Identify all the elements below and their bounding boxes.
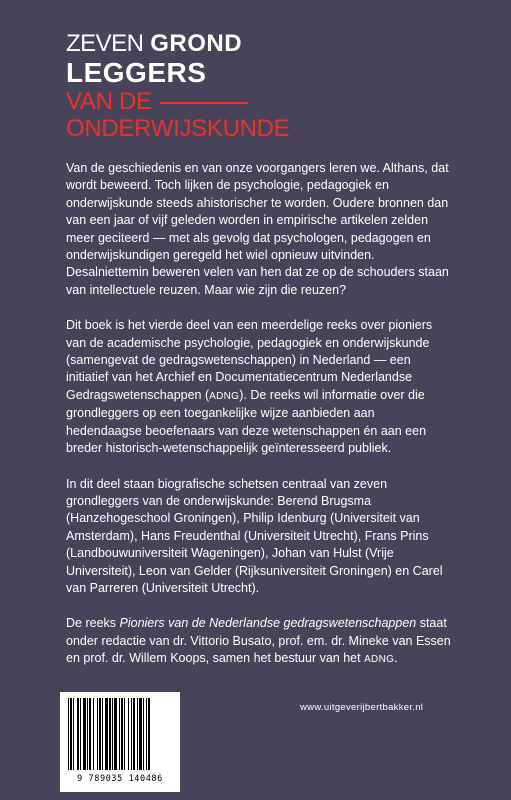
title-line-4: ONDERWIJSKUNDE xyxy=(66,115,290,142)
title-van-de: VAN DE xyxy=(66,88,152,115)
paragraph-4 xyxy=(66,615,451,668)
paragraph-4-end: . xyxy=(394,651,398,666)
paragraph-4-text: De reeks xyxy=(66,616,120,631)
adng-abbr-2: ADNG xyxy=(364,654,395,666)
title-line-3 xyxy=(66,88,289,115)
back-cover-text xyxy=(66,160,451,687)
isbn-barcode xyxy=(60,692,180,792)
title-line-1 xyxy=(66,30,289,58)
paragraph-2-text-end: ). De reeks wil informatie over die grondleggers op een toegankelijke wijze aanbieden aan hedendaagse beoefenaars van deze wetenschappen én aan een breder historisch-wetenschappelijk geïnteresseerd publiek. xyxy=(66,387,427,456)
paragraph-3: In dit deel staan biografische schetsen centraal van zeven grondleggers van de onderwijskunde: Berend Brugsma (Hanzehogeschool Groningen), Philip Idenburg (Universiteit van Amsterdam), Hans Freudenthal (Universiteit Utrecht), Frans Prins (Landbouwuniversiteit Wageningen), Johan van Hulst (Vrije Universiteit), Leon van Gelder (Rijksuniversiteit Groningen) en Carel van Parreren (Universiteit Utrecht). xyxy=(66,476,443,595)
isbn-digits: 9 789035 140486 xyxy=(77,774,163,784)
title-line-2: LEGGERS xyxy=(66,57,207,88)
title-word-zeven: ZEVEN xyxy=(66,30,144,57)
barcode-icon xyxy=(66,698,174,770)
series-title: Pioniers van de Nederlandse gedragswetenschappen xyxy=(119,616,417,631)
paragraph-2 xyxy=(66,317,451,457)
adng-abbr: ADNG xyxy=(209,390,240,402)
paragraph-1: Van de geschiedenis en van onze voorgangers leren we. Althans, dat wordt beweerd. Toch lijken de psychologie, pedagogiek en onderwijskunde steeds ahistorischer te worden. Oudere bronnen dan van een jaar of vijf geleden worden in empirische artikelen zelden meer geciteerd — met als gevolg dat psychologen, pedagogen en onderwijskundigen geregeld het wiel opnieuw uitvinden. Desalniettemin beweren velen van hen dat ze op de schouders staan van intellectuele reuzen. Maar wie zijn die reuzen? xyxy=(66,161,449,297)
paragraph-4-text-mid: staat onder redactie van dr. Vittorio Busato, prof. em. dr. Mineke van Essen en prof. dr. Willem Koops, samen het bestuur van het xyxy=(66,616,451,666)
publisher-url: www.uitgeverijbertbakker.nl xyxy=(300,702,424,713)
paragraph-2-text: Dit boek is het vierde deel van een meerdelige reeks over pioniers van de academische psychologie, pedagogiek en onderwijskunde (samengevat de gedragswetenschappen) in Nederland — een initiatief van het Archief en Documentatiecentrum Nederlandse Gedragswetenschappen ( xyxy=(66,318,433,402)
red-rule xyxy=(160,102,248,104)
title-word-grond: GROND xyxy=(150,30,243,57)
book-title xyxy=(66,30,289,142)
